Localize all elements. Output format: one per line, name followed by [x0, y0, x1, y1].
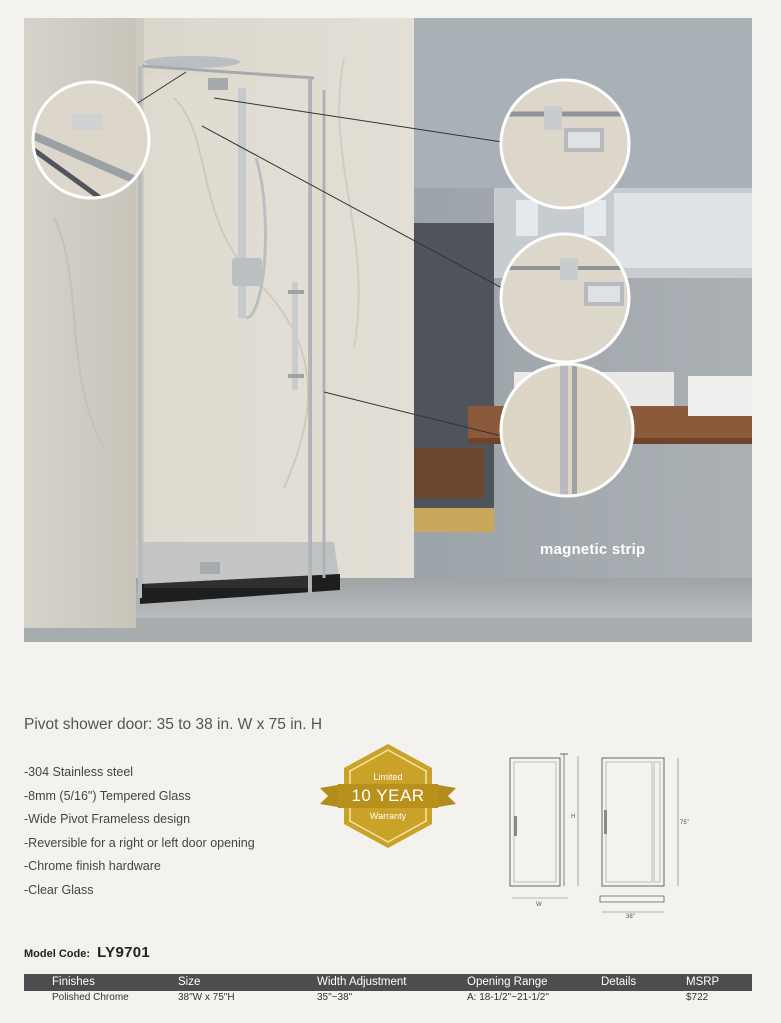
warranty-line-limited: Limited	[373, 772, 403, 782]
dimension-label-75: 75"	[680, 820, 689, 826]
table-header	[24, 974, 752, 991]
cell-finish: Polished Chrome	[52, 992, 129, 1003]
feature-item: -8mm (5/16") Tempered Glass	[24, 788, 191, 803]
model-code	[24, 944, 150, 961]
feature-list	[24, 764, 255, 905]
warranty-line-warranty: Warranty	[369, 811, 407, 821]
spec-table	[24, 974, 752, 1007]
warranty-line-years: 10 YEAR	[351, 786, 425, 805]
cell-opening-range: A: 18-1/2"~21-1/2"	[467, 992, 549, 1003]
feature-item: -Wide Pivot Frameless design	[24, 812, 191, 826]
feature-item: -304 Stainless steel	[24, 765, 134, 779]
feature-item: -Clear Glass	[24, 882, 94, 897]
column-header-opening-range: Opening Range	[467, 976, 548, 988]
callout-label-magnetic-strip: magnetic strip	[540, 541, 646, 558]
dimension-label-38: 38"	[626, 914, 635, 920]
door-dimension-diagram	[500, 746, 690, 922]
cell-size: 38"W x 75"H	[178, 992, 235, 1003]
product-photo	[24, 18, 752, 642]
column-header-msrp: MSRP	[686, 976, 720, 988]
column-header-size: Size	[178, 976, 201, 988]
table-row	[24, 991, 752, 1007]
model-code-value: LY9701	[97, 944, 151, 961]
product-title: Pivot shower door: 35 to 38 in. W x 75 in. H	[24, 716, 323, 733]
warranty-badge	[320, 742, 456, 850]
column-header-details: Details	[601, 976, 637, 988]
column-header-width-adjustment: Width Adjustment	[317, 976, 407, 988]
dimension-label-h: H	[571, 814, 576, 820]
column-header-finishes: Finishes	[52, 976, 95, 988]
dimension-label-w: W	[536, 902, 542, 908]
cell-msrp: $722	[686, 992, 709, 1003]
cell-width-adjustment: 35"~38"	[317, 992, 353, 1003]
model-code-label: Model Code:	[24, 948, 90, 960]
feature-item: -Reversible for a right or left door opening	[24, 835, 255, 850]
feature-item: -Chrome finish hardware	[24, 859, 161, 873]
technical-drawing	[500, 746, 690, 922]
